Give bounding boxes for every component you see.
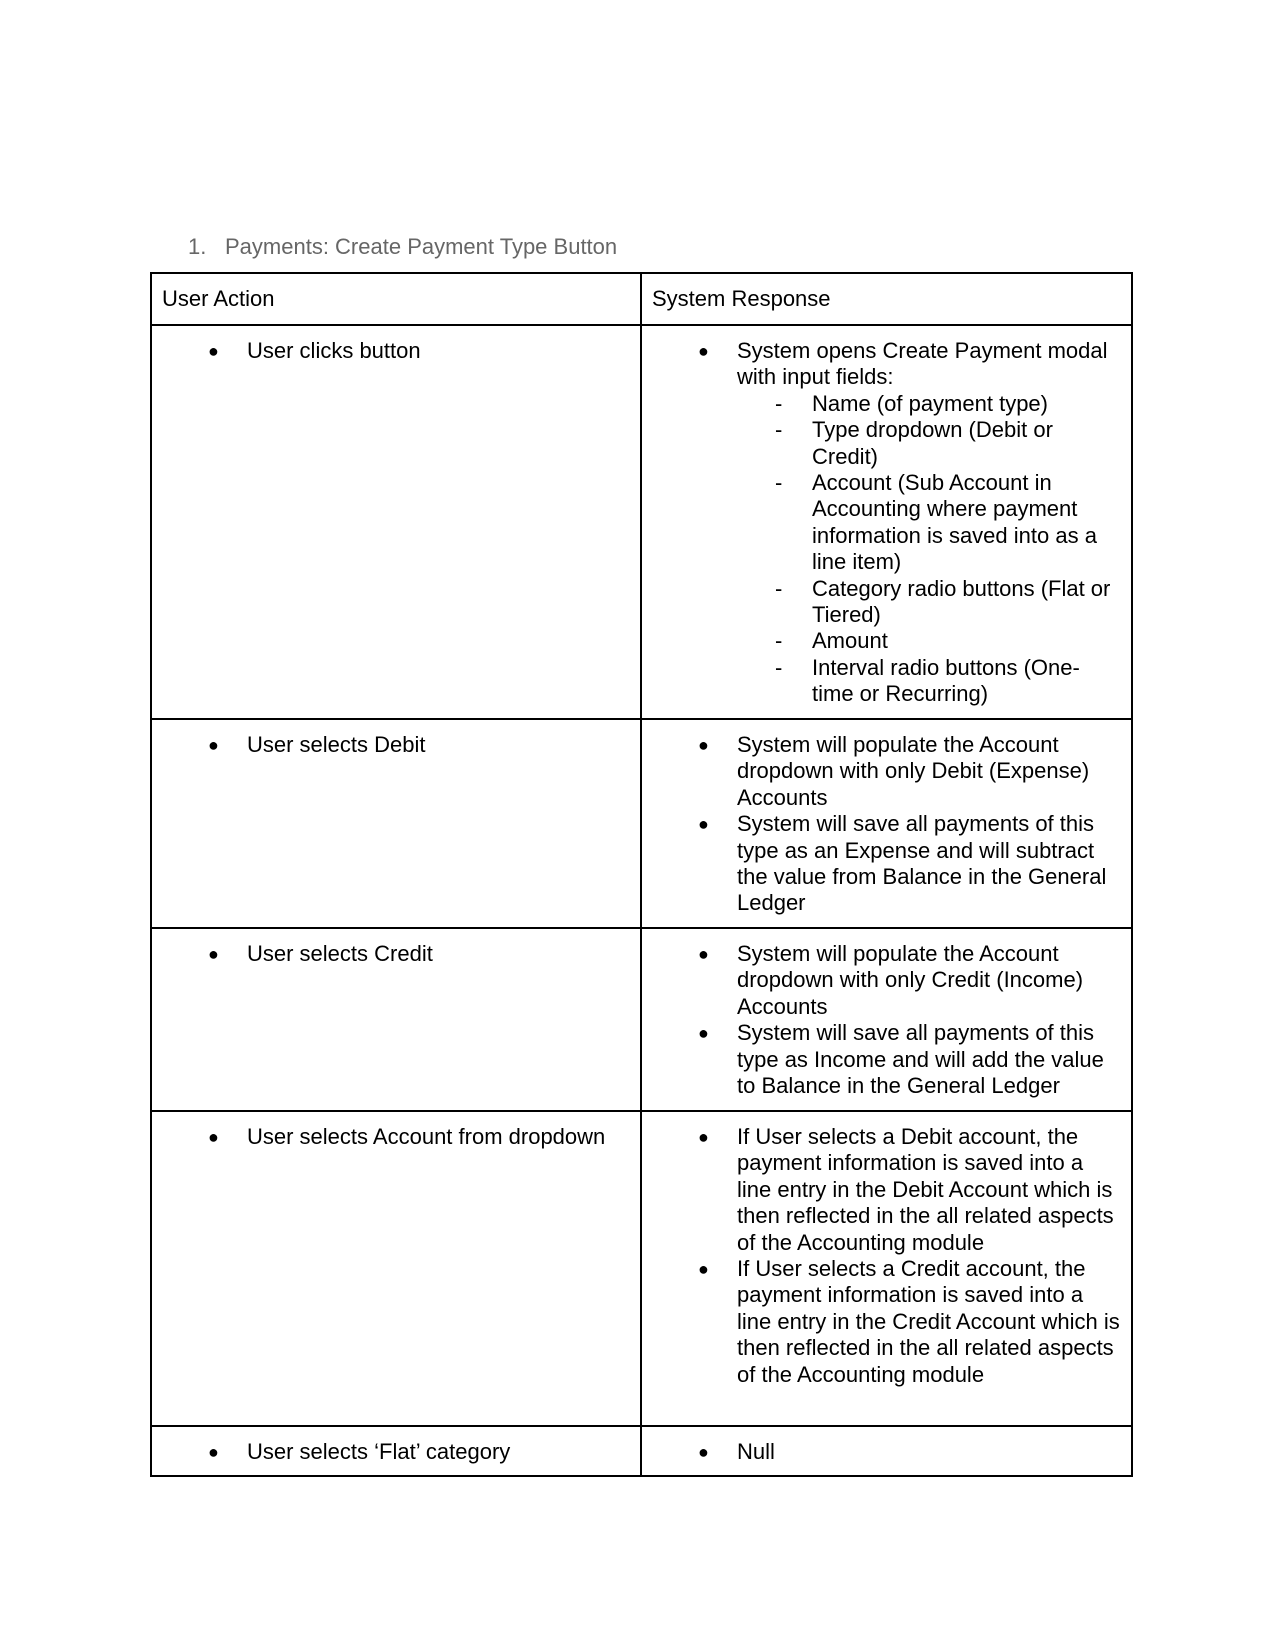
user-action-cell [151, 1426, 641, 1476]
user-action-item: ● User selects Debit [162, 732, 630, 758]
user-action-item: ● User selects ‘Flat’ category [162, 1439, 630, 1465]
user-action-cell [151, 719, 641, 928]
system-response-cell [641, 1426, 1132, 1476]
table-row [151, 928, 1132, 1111]
section-heading [188, 234, 617, 260]
system-response-item: ● System will save all payments of this type as Income and will add the value to Balance in the General Ledger [652, 1020, 1121, 1099]
header-cell-user-action [151, 273, 641, 325]
table-row [151, 1111, 1132, 1426]
input-field-item: - Name (of payment type) [737, 391, 1121, 417]
table-row [151, 325, 1132, 719]
input-field-item: - Type dropdown (Debit or Credit) [737, 417, 1121, 470]
header-cell-system-response [641, 273, 1132, 325]
section-title: Payments: Create Payment Type Button [225, 234, 618, 259]
system-response-item: ● System will populate the Account dropdown with only Debit (Expense) Accounts [652, 732, 1121, 811]
user-action-system-response-table [150, 272, 1133, 1477]
system-response-item [652, 338, 1121, 708]
input-field-item: - Interval radio buttons (One-time or Recurring) [737, 655, 1121, 708]
system-response-cell [641, 719, 1132, 928]
user-action-cell [151, 928, 641, 1111]
system-response-cell [641, 325, 1132, 719]
table-row [151, 719, 1132, 928]
system-response-item: ● System will populate the Account dropdown with only Credit (Income) Accounts [652, 941, 1121, 1020]
header-user-action: User Action [162, 286, 275, 311]
system-response-item: ● System will save all payments of this type as an Expense and will subtract the value from Balance in the General Ledger [652, 811, 1121, 917]
header-system-response: System Response [652, 286, 831, 311]
system-response-item: ● Null [652, 1439, 1121, 1465]
user-action-item: ● User selects Account from dropdown [162, 1124, 630, 1150]
input-field-item: - Account (Sub Account in Accounting where payment information is saved into as a line item) [737, 470, 1121, 576]
system-response-cell [641, 928, 1132, 1111]
table-row [151, 1426, 1132, 1476]
system-response-cell [641, 1111, 1132, 1426]
input-field-item: - Category radio buttons (Flat or Tiered) [737, 576, 1121, 629]
user-action-item: ● User clicks button [162, 338, 630, 364]
user-action-cell [151, 325, 641, 719]
user-action-item: ● User selects Credit [162, 941, 630, 967]
system-response-text: System opens Create Payment modal with input fields: [737, 338, 1108, 390]
input-fields-list [737, 391, 1121, 708]
table-header-row [151, 273, 1132, 325]
user-action-cell [151, 1111, 641, 1426]
section-number: 1. [188, 234, 207, 259]
system-response-item: ● If User selects a Credit account, the payment information is saved into a line entry in the Credit Account which is then reflected in the all related aspects of the Accounting module [652, 1256, 1121, 1388]
system-response-item: ● If User selects a Debit account, the payment information is saved into a line entry in the Debit Account which is then reflected in the all related aspects of the Accounting module [652, 1124, 1121, 1256]
input-field-item: - Amount [737, 628, 1121, 654]
